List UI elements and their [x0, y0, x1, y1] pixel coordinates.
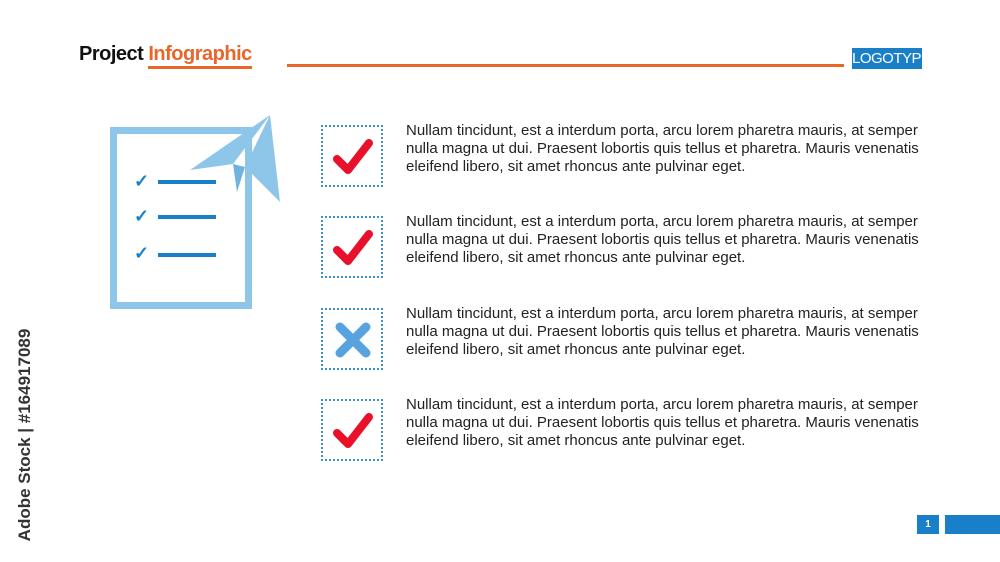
logotype: LOGOTYPE — [852, 50, 931, 67]
title-part2: Infographic — [148, 43, 251, 69]
check-icon: ✓ — [134, 243, 150, 263]
paper-plane-icon — [185, 112, 285, 207]
footer-bar — [945, 515, 1000, 534]
check-icon: ✓ — [134, 206, 150, 226]
page-title — [79, 43, 252, 66]
red-checkmark-icon — [331, 135, 375, 179]
item-text: Nullam tincidunt, est a interdum porta, arcu lorem pharetra mauris, at semper nulla magna ut dui. Praesent lobortis quis tellus et pharetra. Mauris venenatis eleifend libero, sit amet rhoncus ante pulvinar eget. — [406, 122, 919, 175]
red-checkmark-icon — [331, 226, 375, 270]
list-line — [158, 215, 216, 219]
item-text: Nullam tincidunt, est a interdum porta, arcu lorem pharetra mauris, at semper nulla magna ut dui. Praesent lobortis quis tellus et pharetra. Mauris venenatis eleifend libero, sit amet rhoncus ante pulvinar eget. — [406, 305, 919, 358]
red-checkmark-box — [321, 399, 383, 461]
page-number: 1 — [917, 515, 939, 534]
blue-cross-icon — [331, 318, 375, 362]
blue-cross-box — [321, 308, 383, 370]
item-text: Nullam tincidunt, est a interdum porta, arcu lorem pharetra mauris, at semper nulla magna ut dui. Praesent lobortis quis tellus et pharetra. Mauris venenatis eleifend libero, sit amet rhoncus ante pulvinar eget. — [406, 213, 919, 266]
watermark: Adobe Stock | #164917089 — [15, 328, 34, 542]
title-part1: Project — [79, 43, 144, 65]
list-line — [158, 180, 216, 184]
red-checkmark-icon — [331, 409, 375, 453]
item-text: Nullam tincidunt, est a interdum porta, arcu lorem pharetra mauris, at semper nulla magna ut dui. Praesent lobortis quis tellus et pharetra. Mauris venenatis eleifend libero, sit amet rhoncus ante pulvinar eget. — [406, 396, 919, 449]
red-checkmark-box — [321, 216, 383, 278]
list-line — [158, 253, 216, 257]
check-icon: ✓ — [134, 171, 150, 191]
header-rule — [287, 64, 844, 67]
red-checkmark-box — [321, 125, 383, 187]
